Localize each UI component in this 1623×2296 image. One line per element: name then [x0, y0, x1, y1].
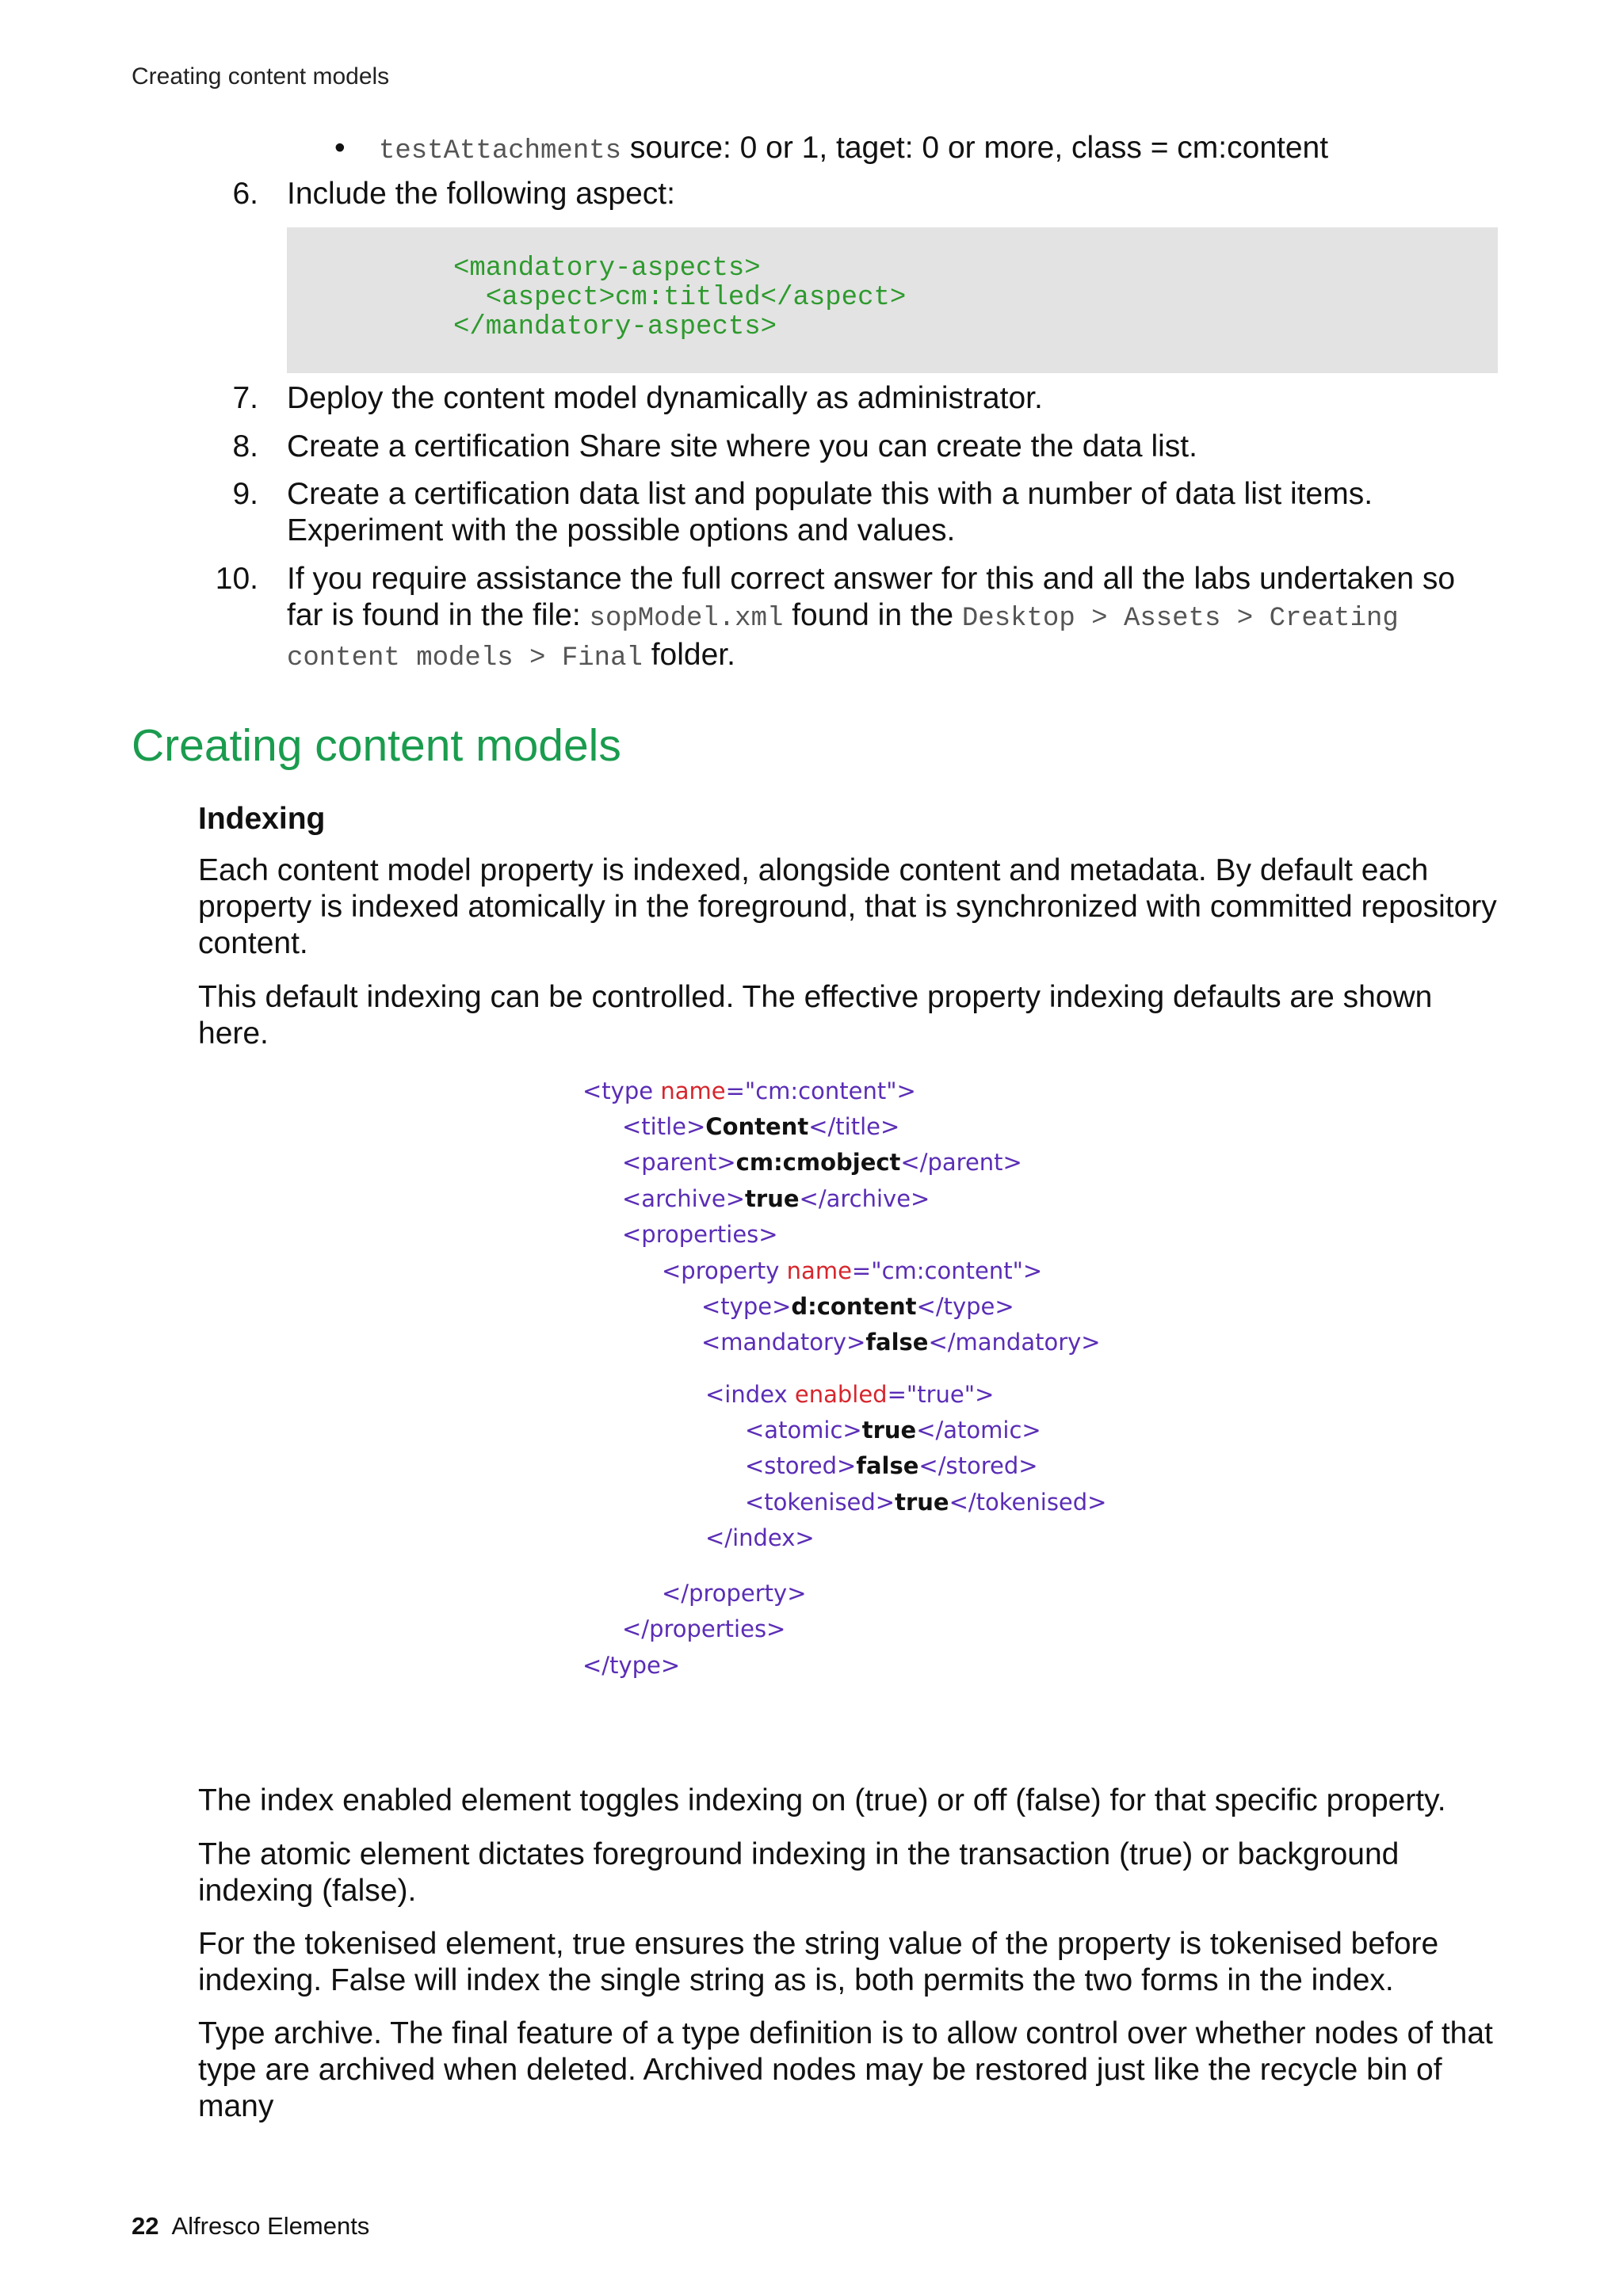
code-token: cm:cmobject: [735, 1149, 901, 1176]
paragraph: Each content model property is indexed, alongside content and metadata. By default each property is indexed atomically in the foreground, that is synchronized with committed repository content.: [198, 853, 1497, 960]
code-token: </index>: [705, 1524, 815, 1551]
code-token: </title>: [808, 1113, 900, 1140]
step-text-part: found in the: [783, 598, 962, 632]
paragraph: The index enabled element toggles indexing on (true) or off (false) for that specific property.: [198, 1783, 1446, 1817]
paragraph: This default indexing can be controlled. The effective property indexing defaults are shown here.: [198, 980, 1433, 1051]
bullet-item: [334, 127, 1328, 173]
code-token: <mandatory>: [701, 1329, 866, 1356]
step-text: [287, 561, 1499, 677]
code-token: <type>: [701, 1293, 792, 1320]
step-number: 6.: [232, 177, 258, 211]
paragraph: Type archive. The final feature of a type definition is to allow control over whether nodes of that type are archived when deleted. Archived nodes may be restored just like the recycle bin of many: [198, 2016, 1493, 2123]
code-token: false: [856, 1452, 919, 1479]
code-token: </type>: [916, 1293, 1014, 1320]
code-token: d:content: [791, 1293, 917, 1320]
code-token: =: [851, 1257, 872, 1284]
code-block: [287, 227, 1498, 373]
step-text-part: folder.: [642, 638, 735, 672]
paragraph: For the tokenised element, true ensures the string value of the property is tokenised before indexing. False will index the single string as is, both permits the two forms in the index.: [198, 1927, 1439, 1997]
code-token: >: [975, 1381, 995, 1408]
code-token: enabled: [794, 1381, 888, 1408]
code-token: <stored>: [745, 1452, 857, 1479]
step-text: Create a certification Share site where you can create the data list.: [287, 429, 1197, 463]
code-token: </stored>: [918, 1452, 1038, 1479]
code-line: [662, 1257, 1042, 1284]
code-token: <type: [582, 1077, 661, 1104]
code-token: </tokenised>: [949, 1489, 1107, 1516]
code-block-text: <mandatory-aspects> <aspect>cm:titled</aspect> </mandatory-aspects>: [453, 254, 907, 342]
code-line: [582, 1077, 916, 1104]
code-token: true: [861, 1417, 917, 1444]
step-text: Include the following aspect:: [287, 177, 675, 211]
code-token: "cm:content": [744, 1077, 897, 1104]
inline-code: testAttachments: [379, 136, 622, 166]
inline-code-filename: sopModel.xml: [589, 604, 784, 634]
code-token: <parent>: [622, 1149, 736, 1176]
code-line: [745, 1452, 1038, 1479]
code-token: true: [745, 1185, 800, 1212]
code-token: <atomic>: [745, 1417, 862, 1444]
bullet-marker: •: [334, 131, 346, 165]
code-token: <index: [705, 1381, 795, 1408]
page-footer: [132, 2212, 369, 2241]
page-number: 22: [132, 2212, 159, 2240]
code-line: [705, 1524, 815, 1551]
code-line: [701, 1329, 1101, 1356]
step-number: 7.: [232, 381, 258, 415]
code-line: [705, 1381, 994, 1408]
code-token: <properties>: [622, 1221, 778, 1248]
code-token: </mandatory>: [928, 1329, 1101, 1356]
footer-title: Alfresco Elements: [171, 2212, 370, 2240]
step-text: Create a certification data list and populate this with a number of data list items. Experiment with the possible options and values.: [287, 477, 1373, 547]
step-number: 10.: [215, 562, 258, 596]
code-line: [622, 1221, 778, 1248]
code-line: [745, 1489, 1106, 1516]
code-token: "cm:content": [871, 1257, 1023, 1284]
code-line: [701, 1293, 1014, 1320]
code-line: [662, 1580, 807, 1607]
code-token: =: [725, 1077, 745, 1104]
code-line: [622, 1185, 930, 1212]
code-token: </parent>: [900, 1149, 1022, 1176]
code-token: =: [887, 1381, 907, 1408]
code-line: [582, 1652, 680, 1679]
step-number: 9.: [232, 477, 258, 511]
code-token: </archive>: [799, 1185, 930, 1212]
code-line: [745, 1417, 1041, 1444]
code-token: <title>: [622, 1113, 706, 1140]
step-number: 8.: [232, 429, 258, 463]
subheading: Indexing: [198, 802, 326, 836]
code-line: [622, 1149, 1022, 1176]
code-token: >: [1022, 1257, 1043, 1284]
code-token: <tokenised>: [745, 1489, 896, 1516]
code-token: </property>: [662, 1580, 807, 1607]
code-token: Content: [705, 1113, 809, 1140]
bullet-text: source: 0 or 1, taget: 0 or more, class = cm:content: [621, 131, 1329, 165]
step-text-part: If you require assistance the full correct answer for this and all the labs undertaken so far is found in the file:: [287, 562, 1456, 632]
code-token: </atomic>: [916, 1417, 1041, 1444]
code-token: true: [895, 1489, 949, 1516]
code-line: [622, 1615, 785, 1642]
code-token: <property: [662, 1257, 787, 1284]
step-text: Deploy the content model dynamically as administrator.: [287, 381, 1043, 415]
inline-code-path: Desktop > Assets > Creating content models > Final: [287, 604, 1399, 673]
running-header: Creating content models: [132, 63, 390, 90]
code-token: </type>: [582, 1652, 681, 1679]
code-token: >: [896, 1077, 916, 1104]
code-token: false: [865, 1329, 929, 1356]
code-token: name: [660, 1077, 726, 1104]
section-title: Creating content models: [132, 720, 621, 771]
code-token: "true": [906, 1381, 976, 1408]
code-token: <archive>: [622, 1185, 746, 1212]
code-line: [622, 1113, 899, 1140]
code-token: name: [786, 1257, 852, 1284]
paragraph: The atomic element dictates foreground indexing in the transaction (true) or background indexing (false).: [198, 1837, 1400, 1908]
code-token: </properties>: [622, 1615, 786, 1642]
